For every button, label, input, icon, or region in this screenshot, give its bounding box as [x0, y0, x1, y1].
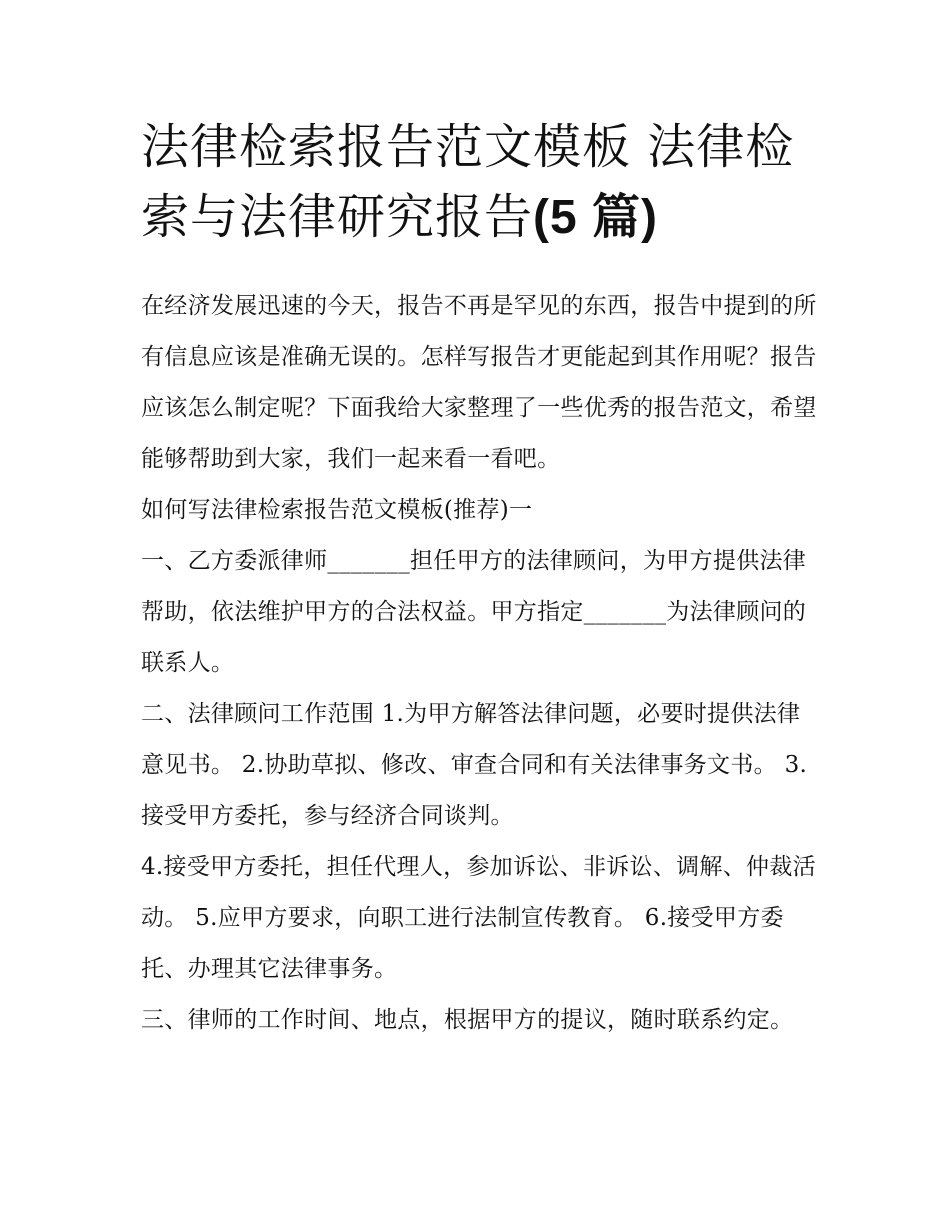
paragraph-clause-3: 三、律师的工作时间、地点，根据甲方的提议，随时联系约定。: [141, 1007, 794, 1033]
paragraph-clause-2-continued: 4.接受甲方委托，担任代理人，参加诉讼、非诉讼、调解、仲裁活动。 5.应甲方要求，向职工进行法制宣传教育。 6.接受甲方委托、办理其它法律事务。: [141, 854, 816, 982]
paragraph-intro: 在经济发展迅速的今天，报告不再是罕见的东西，报告中提到的所有信息应该是准确无误的。怎样写报告才更能起到其作用呢？报告应该怎么制定呢？下面我给大家整理了一些优秀的报告范文，希望能够帮助到大家，我们一起来看一看吧。: [141, 293, 817, 472]
paragraph-clause-2: 二、法律顾问工作范围 1.为甲方解答法律问题，必要时提供法律意见书。 2.协助草拟、修改、审查合同和有关法律事务文书。 3.接受甲方委托，参与经济合同谈判。: [141, 701, 808, 829]
document-title: [141, 112, 821, 253]
document-title-text: 法律检索报告范文模板 法律检索与法律研究报告: [141, 119, 795, 245]
document-title-count: (5 篇): [533, 191, 659, 244]
document-body: [141, 281, 821, 1046]
paragraph-section-heading: 如何写法律检索报告范文模板(推荐)一: [141, 497, 533, 523]
paragraph-clause-1: 一、乙方委派律师_______担任甲方的法律顾问，为甲方提供法律帮助，依法维护甲方的合法权益。甲方指定_______为法律顾问的联系人。: [141, 548, 807, 676]
document-content: [141, 112, 821, 1046]
